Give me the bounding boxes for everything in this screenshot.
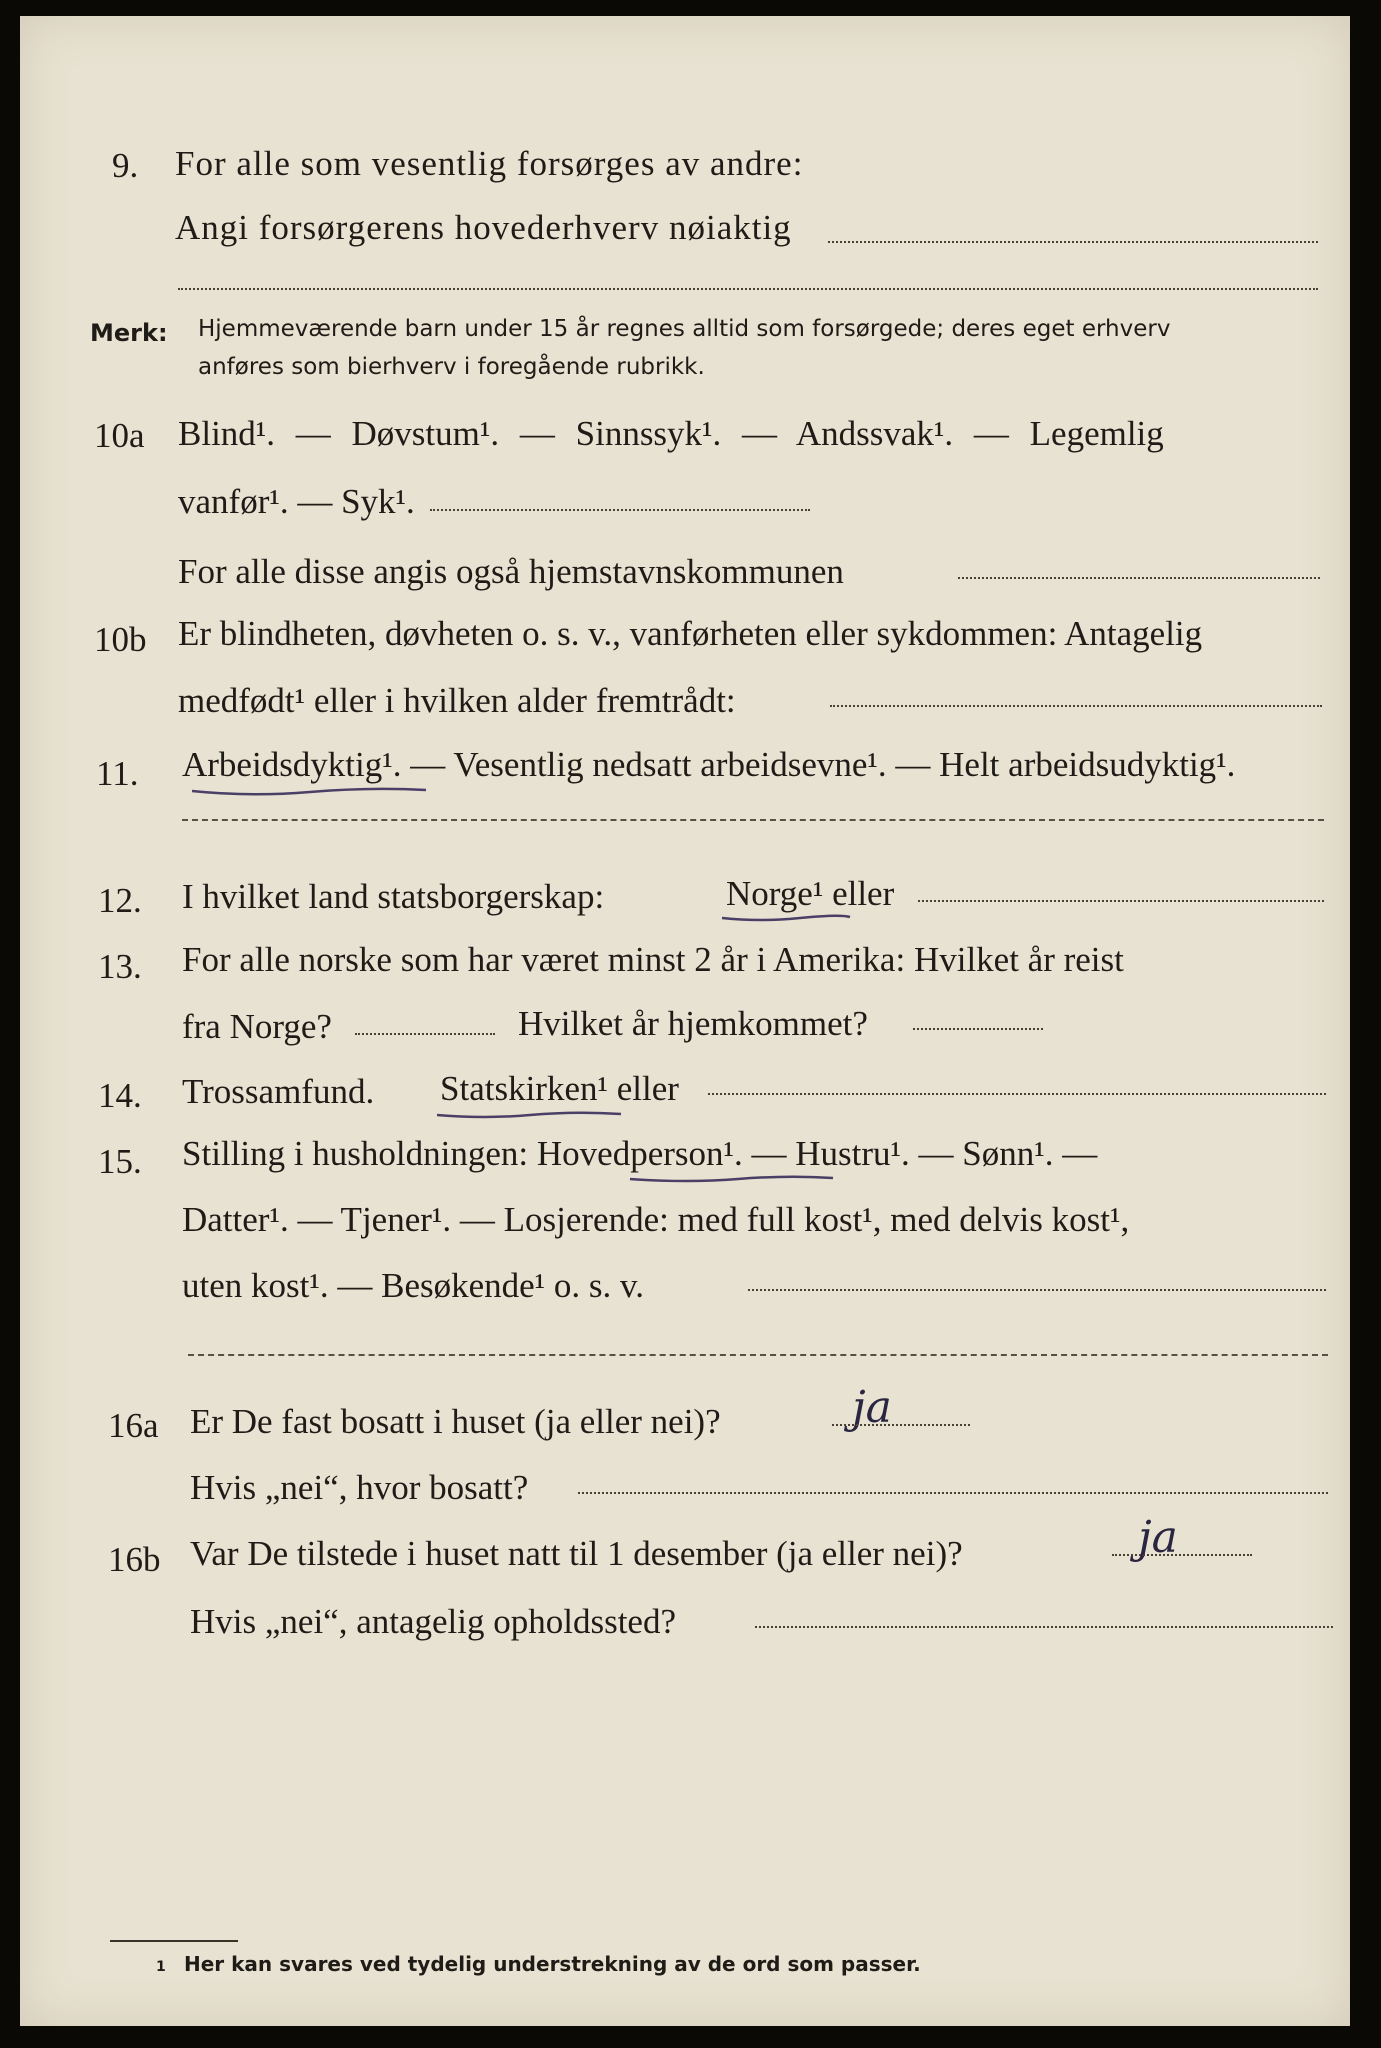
q11-number: 11.	[96, 754, 139, 793]
q13-line2b: Hvilket år hjemkommet?	[518, 1004, 868, 1043]
q16b-number: 16b	[108, 1540, 161, 1579]
q16a-answer-line	[832, 1424, 970, 1426]
q16b-handwritten-answer: ja	[1138, 1512, 1178, 1563]
q10a-line2: vanfør¹. — Syk¹.	[178, 482, 415, 521]
footnote-rule	[110, 1940, 238, 1942]
q15-handwritten-underline	[628, 1170, 838, 1186]
q9-line2: Angi forsørgerens hovederhverv nøiaktig	[175, 208, 792, 247]
q16a-line1: Er De fast bosatt i huset (ja eller nei)?	[190, 1402, 721, 1441]
q15-answer-line-2	[188, 1354, 1328, 1356]
q12-answer-line	[918, 900, 1324, 902]
merk-line2: anføres som bierhverv i foregående rubrikk.	[198, 354, 705, 380]
q9-answer-line-2	[178, 288, 1318, 290]
q14-handwritten-underline	[435, 1106, 625, 1122]
merk-label: Merk:	[90, 319, 168, 347]
q15-answer-line	[748, 1289, 1326, 1291]
q10a-number: 10a	[94, 416, 145, 455]
q13-reist-line	[355, 1033, 495, 1035]
q14-number: 14.	[98, 1076, 142, 1115]
q11-line1: Arbeidsdyktig¹. — Vesentlig nedsatt arbeidsevne¹. — Helt arbeidsudyktig¹.	[182, 745, 1236, 784]
footnote-text: Her kan svares ved tydelig understrekning av de ord som passer.	[184, 1952, 921, 1976]
q10b-number: 10b	[94, 620, 147, 659]
q14-text-a: Trossamfund.	[182, 1072, 375, 1111]
q11-handwritten-underline	[190, 781, 430, 801]
q10a-syk-line	[430, 509, 810, 511]
q13-number: 13.	[98, 947, 142, 986]
q15-line1: Stilling i husholdningen: Hovedperson¹. — Hustru¹. — Sønn¹. —	[182, 1134, 1098, 1173]
q10b-line1: Er blindheten, døvheten o. s. v., vanførheten eller sykdommen: Antagelig	[178, 614, 1203, 653]
q16a-line2: Hvis „nei“, hvor bosatt?	[190, 1468, 529, 1507]
q9-answer-line	[828, 241, 1318, 243]
q10b-line2: medfødt¹ eller i hvilken alder fremtrådt:	[178, 681, 736, 720]
q15-number: 15.	[98, 1142, 142, 1181]
q16b-line1: Var De tilstede i huset natt til 1 desember (ja eller nei)?	[190, 1534, 963, 1573]
census-form-page	[20, 16, 1350, 2026]
q14-text-b: Statskirken¹ eller	[440, 1069, 679, 1108]
q16a-handwritten-answer: ja	[852, 1382, 892, 1433]
q16a-number: 16a	[108, 1406, 159, 1445]
q14-answer-line	[708, 1093, 1326, 1095]
q16b-answer-line	[1112, 1554, 1252, 1556]
q10a-line1: Blind¹. — Døvstum¹. — Sinnssyk¹. — Andssvak¹. — Legemlig	[178, 414, 1164, 453]
q13-line1: For alle norske som har været minst 2 år i Amerika: Hvilket år reist	[182, 940, 1124, 979]
q15-line3: uten kost¹. — Besøkende¹ o. s. v.	[182, 1266, 645, 1305]
q9-number: 9.	[112, 146, 139, 185]
q10a-line3: For alle disse angis også hjemstavnskommunen	[178, 552, 844, 591]
q15-line2: Datter¹. — Tjener¹. — Losjerende: med full kost¹, med delvis kost¹,	[182, 1200, 1130, 1239]
q16b-opholdssted-line	[755, 1626, 1333, 1628]
q10a-hjemstavn-line	[958, 577, 1320, 579]
q13-line2a: fra Norge?	[182, 1007, 332, 1046]
q11-answer-line	[182, 819, 1324, 821]
q12-number: 12.	[98, 881, 142, 920]
q9-line1: For alle som vesentlig forsørges av andre:	[175, 144, 804, 183]
merk-line1: Hjemmeværende barn under 15 år regnes alltid som forsørgede; deres eget erhverv	[198, 316, 1171, 342]
q12-text-a: I hvilket land statsborgerskap:	[182, 877, 605, 916]
footnote-marker: 1	[156, 1959, 166, 1975]
q10b-answer-line	[830, 705, 1322, 707]
q13-hjemkommet-line	[913, 1028, 1043, 1030]
q16b-line2: Hvis „nei“, antagelig opholdssted?	[190, 1602, 676, 1641]
q12-handwritten-underline	[720, 910, 855, 926]
q12-text-b: Norge¹ eller	[726, 874, 895, 913]
q16a-bosatt-line	[578, 1492, 1328, 1494]
